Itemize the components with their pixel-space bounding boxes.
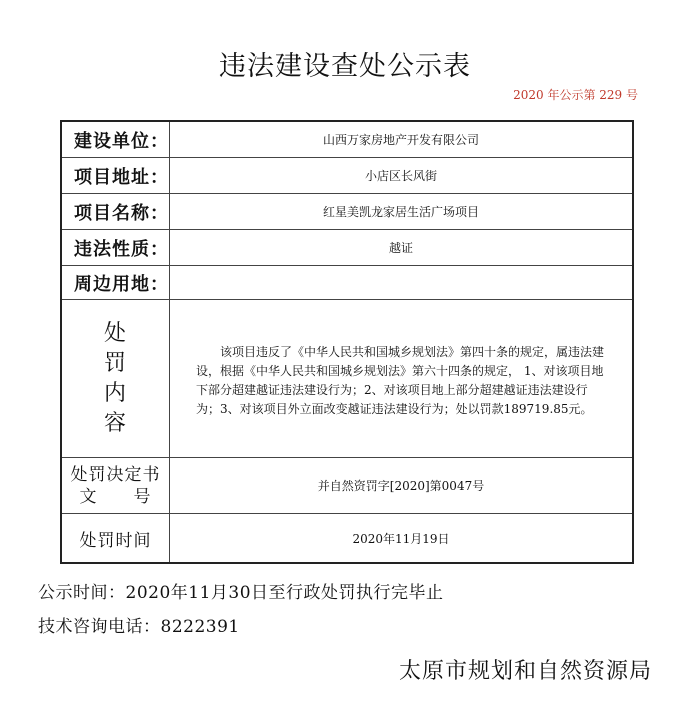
penalty-label-char: 处 [103, 320, 127, 346]
decision-label-line: 处罚决定书 [70, 464, 161, 485]
table-row-nature [62, 230, 632, 266]
row-label: 项目地址： [62, 158, 170, 193]
penalty-label-char: 罚 [103, 350, 127, 376]
row-value: 红星美凯龙家居生活广场项目 [322, 205, 479, 219]
row-label: 违法性质： [62, 230, 170, 265]
notice-table [60, 120, 634, 564]
row-label: 周边用地： [62, 266, 170, 299]
penalty-content-text: 该项目违反了《中华人民共和国城乡规划法》第四十条的规定，属违法建设，根据《中华人民共和国城乡规划法》第六十四条的规定， 1、对该项目地下部分超建越证违法建设行为；2、对该项目地上部分超建越证违法建设行为；3、对该项目外立面改变越证违法建设行为；处以罚款189719.85元。 [196, 344, 605, 416]
table-row-builder [62, 122, 632, 158]
row-value: 小店区长风街 [364, 169, 437, 183]
row-value: 山西万家房地产开发有限公司 [322, 133, 479, 147]
document-number: 2020 年公示第 229 号 [513, 88, 638, 102]
decision-value: 并自然资罚字[2020]第0047号 [317, 479, 485, 493]
table-row-surroundings [62, 266, 632, 300]
table-row-address [62, 158, 632, 194]
table-row-time [62, 514, 632, 562]
penalty-label [62, 300, 170, 457]
row-value: 越证 [388, 241, 413, 255]
decision-label [62, 458, 170, 513]
row-label: 项目名称： [62, 194, 170, 229]
penalty-label-char: 容 [103, 410, 127, 436]
issuing-agency: 太原市规划和自然资源局 [398, 659, 652, 684]
time-value: 2020年11月19日 [352, 531, 450, 546]
table-row-project [62, 194, 632, 230]
table-row-decision [62, 458, 632, 514]
penalty-content [170, 300, 632, 457]
row-label: 建设单位： [62, 122, 170, 157]
penalty-label-char: 内 [103, 380, 127, 406]
time-label: 处罚时间 [62, 514, 170, 562]
page-title: 违法建设查处公示表 [219, 51, 471, 82]
hotline: 技术咨询电话：8222391 [38, 617, 240, 637]
decision-label-line: 文 号 [79, 486, 152, 507]
row-value [170, 266, 632, 299]
table-row-penalty [62, 300, 632, 458]
notice-period: 公示时间：2020年11月30日至行政处罚执行完毕止 [38, 583, 444, 603]
